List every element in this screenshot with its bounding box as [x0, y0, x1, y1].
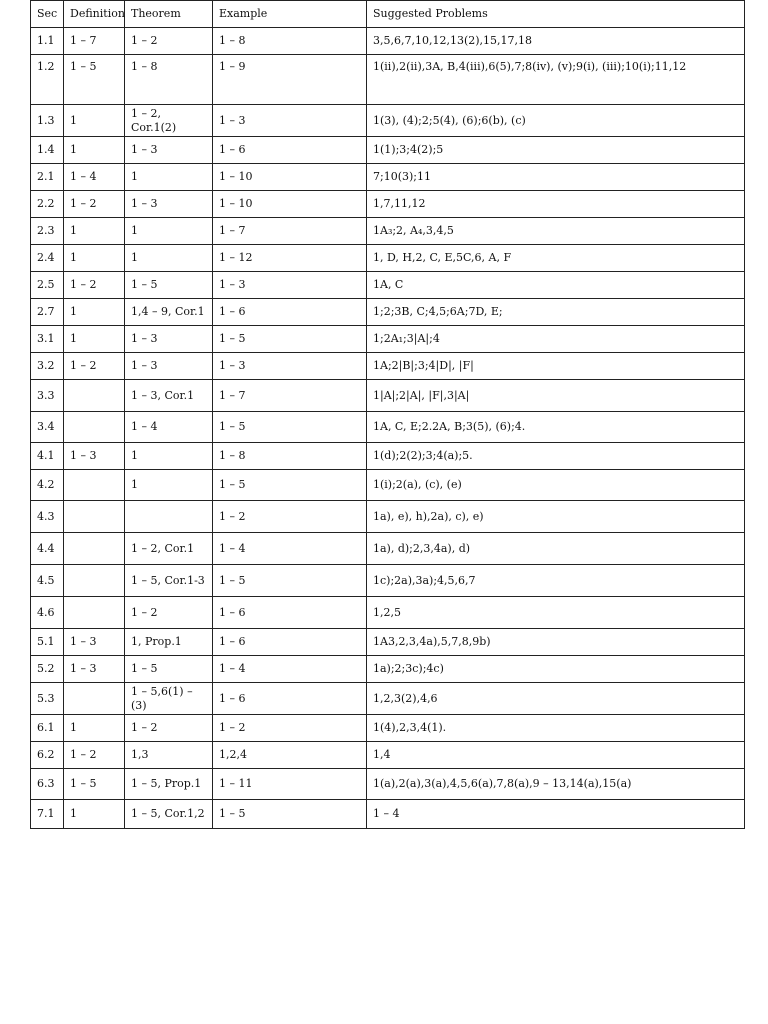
cell-theorem: 1 – 5, Cor.1-3 — [125, 565, 213, 597]
cell-example: 1 – 12 — [213, 245, 367, 272]
cell-definition: 1 — [64, 299, 125, 326]
cell-theorem: 1 – 5, Cor.1,2 — [125, 800, 213, 829]
table-row — [31, 683, 745, 715]
table-row — [31, 769, 745, 800]
cell-suggested-problems: 1a);2;3c);4c) — [367, 656, 745, 683]
table-row — [31, 326, 745, 353]
cell-example: 1 – 5 — [213, 470, 367, 501]
cell-theorem: 1, Prop.1 — [125, 629, 213, 656]
table-row — [31, 105, 745, 137]
cell-definition: 1 – 3 — [64, 629, 125, 656]
cell-theorem: 1,4 – 9, Cor.1 — [125, 299, 213, 326]
table-row — [31, 597, 745, 629]
cell-theorem: 1 — [125, 470, 213, 501]
cell-suggested-problems: 1,7,11,12 — [367, 191, 745, 218]
cell-definition: 1 – 4 — [64, 164, 125, 191]
cell-suggested-problems: 1c);2a),3a);4,5,6,7 — [367, 565, 745, 597]
cell-definition: 1 — [64, 326, 125, 353]
table-row — [31, 191, 745, 218]
cell-sec: 2.4 — [31, 245, 64, 272]
table-row — [31, 299, 745, 326]
table-row — [31, 800, 745, 829]
cell-example: 1 – 2 — [213, 501, 367, 533]
cell-theorem: 1 — [125, 245, 213, 272]
cell-definition — [64, 597, 125, 629]
cell-theorem — [125, 501, 213, 533]
header-suggested-problems: Suggested Problems — [367, 1, 745, 28]
cell-example: 1 – 9 — [213, 55, 367, 105]
cell-suggested-problems: 1a), e), h),2a), c), e) — [367, 501, 745, 533]
cell-sec: 5.2 — [31, 656, 64, 683]
cell-definition: 1 — [64, 715, 125, 742]
cell-theorem: 1 – 2 — [125, 715, 213, 742]
cell-suggested-problems: 1(1);3;4(2);5 — [367, 137, 745, 164]
cell-suggested-problems: 1(i);2(a), (c), (e) — [367, 470, 745, 501]
cell-suggested-problems: 1A, C, E;2.2A, B;3(5), (6);4. — [367, 412, 745, 443]
header-theorem: Theorem — [125, 1, 213, 28]
cell-theorem: 1 – 8 — [125, 55, 213, 105]
cell-sec: 1.2 — [31, 55, 64, 105]
cell-example: 1 – 5 — [213, 565, 367, 597]
cell-example: 1 – 6 — [213, 629, 367, 656]
cell-example: 1,2,4 — [213, 742, 367, 769]
cell-suggested-problems: 1,2,3(2),4,6 — [367, 683, 745, 715]
cell-sec: 6.2 — [31, 742, 64, 769]
table-row — [31, 501, 745, 533]
cell-example: 1 – 5 — [213, 800, 367, 829]
cell-suggested-problems: 1A;2|B|;3;4|D|, |F| — [367, 353, 745, 380]
table-row — [31, 412, 745, 443]
header-row — [31, 1, 745, 28]
cell-theorem: 1 – 5 — [125, 272, 213, 299]
cell-sec: 4.3 — [31, 501, 64, 533]
cell-suggested-problems: 1(4),2,3,4(1). — [367, 715, 745, 742]
table-row — [31, 137, 745, 164]
table-row — [31, 629, 745, 656]
cell-theorem: 1 – 2 — [125, 597, 213, 629]
cell-theorem: 1 – 3, Cor.1 — [125, 380, 213, 412]
cell-example: 1 – 8 — [213, 28, 367, 55]
cell-theorem: 1 – 2, Cor.1 — [125, 533, 213, 565]
cell-definition — [64, 501, 125, 533]
cell-suggested-problems: 1(3), (4);2;5(4), (6);6(b), (c) — [367, 105, 745, 137]
cell-suggested-problems: 1,4 — [367, 742, 745, 769]
cell-theorem: 1 – 5 — [125, 656, 213, 683]
cell-sec: 2.2 — [31, 191, 64, 218]
cell-example: 1 – 8 — [213, 443, 367, 470]
cell-sec: 5.1 — [31, 629, 64, 656]
table-row — [31, 55, 745, 105]
cell-definition: 1 – 5 — [64, 55, 125, 105]
cell-definition — [64, 533, 125, 565]
cell-definition — [64, 470, 125, 501]
table-row — [31, 218, 745, 245]
cell-theorem: 1,3 — [125, 742, 213, 769]
cell-sec: 3.1 — [31, 326, 64, 353]
cell-example: 1 – 11 — [213, 769, 367, 800]
cell-example: 1 – 10 — [213, 164, 367, 191]
cell-sec: 1.3 — [31, 105, 64, 137]
cell-suggested-problems: 1(d);2(2);3;4(a);5. — [367, 443, 745, 470]
cell-definition: 1 — [64, 137, 125, 164]
cell-definition — [64, 412, 125, 443]
cell-suggested-problems: 1A₃;2, A₄,3,4,5 — [367, 218, 745, 245]
cell-example: 1 – 4 — [213, 656, 367, 683]
table-row — [31, 272, 745, 299]
cell-example: 1 – 3 — [213, 272, 367, 299]
cell-example: 1 – 6 — [213, 683, 367, 715]
cell-suggested-problems: 1|A|;2|A|, |F|,3|A| — [367, 380, 745, 412]
cell-sec: 4.6 — [31, 597, 64, 629]
header-example: Example — [213, 1, 367, 28]
cell-example: 1 – 5 — [213, 326, 367, 353]
cell-sec: 1.1 — [31, 28, 64, 55]
cell-definition: 1 – 2 — [64, 191, 125, 218]
cell-sec: 4.4 — [31, 533, 64, 565]
cell-suggested-problems: 1(ii),2(ii),3A, B,4(iii),6(5),7;8(iv), (v);9(i), (iii);10(i);11,12 — [367, 55, 745, 105]
cell-theorem: 1 – 3 — [125, 137, 213, 164]
cell-suggested-problems: 1A, C — [367, 272, 745, 299]
cell-sec: 2.3 — [31, 218, 64, 245]
table-row — [31, 164, 745, 191]
cell-example: 1 – 2 — [213, 715, 367, 742]
cell-suggested-problems: 1a), d);2,3,4a), d) — [367, 533, 745, 565]
cell-suggested-problems: 1A3,2,3,4a),5,7,8,9b) — [367, 629, 745, 656]
table-row — [31, 245, 745, 272]
cell-example: 1 – 4 — [213, 533, 367, 565]
cell-definition — [64, 683, 125, 715]
cell-definition: 1 – 7 — [64, 28, 125, 55]
cell-theorem: 1 — [125, 164, 213, 191]
cell-definition: 1 – 5 — [64, 769, 125, 800]
table-row — [31, 353, 745, 380]
cell-example: 1 – 7 — [213, 218, 367, 245]
cell-theorem: 1 — [125, 443, 213, 470]
cell-sec: 2.7 — [31, 299, 64, 326]
cell-sec: 3.4 — [31, 412, 64, 443]
cell-suggested-problems: 1(a),2(a),3(a),4,5,6(a),7,8(a),9 – 13,14(a),15(a) — [367, 769, 745, 800]
cell-theorem: 1 – 2, Cor.1(2) — [125, 105, 213, 137]
cell-definition: 1 – 2 — [64, 272, 125, 299]
cell-definition: 1 – 2 — [64, 742, 125, 769]
table-row — [31, 443, 745, 470]
cell-suggested-problems: 1;2A₁;3|A|;4 — [367, 326, 745, 353]
cell-example: 1 – 6 — [213, 299, 367, 326]
cell-sec: 4.5 — [31, 565, 64, 597]
cell-example: 1 – 5 — [213, 412, 367, 443]
cell-example: 1 – 3 — [213, 353, 367, 380]
cell-sec: 6.3 — [31, 769, 64, 800]
cell-theorem: 1 – 2 — [125, 28, 213, 55]
table-row — [31, 28, 745, 55]
cell-definition: 1 — [64, 218, 125, 245]
cell-definition — [64, 565, 125, 597]
problems-table — [30, 0, 745, 829]
cell-sec: 3.2 — [31, 353, 64, 380]
cell-suggested-problems: 7;10(3);11 — [367, 164, 745, 191]
cell-example: 1 – 6 — [213, 597, 367, 629]
cell-sec: 7.1 — [31, 800, 64, 829]
cell-definition — [64, 380, 125, 412]
cell-definition: 1 — [64, 800, 125, 829]
cell-suggested-problems: 1, D, H,2, C, E,5C,6, A, F — [367, 245, 745, 272]
cell-theorem: 1 — [125, 218, 213, 245]
cell-sec: 2.1 — [31, 164, 64, 191]
cell-definition: 1 — [64, 245, 125, 272]
cell-sec: 2.5 — [31, 272, 64, 299]
table-body — [31, 1, 745, 829]
cell-example: 1 – 7 — [213, 380, 367, 412]
table-row — [31, 380, 745, 412]
header-definition: Definition — [64, 1, 125, 28]
table-row — [31, 470, 745, 501]
cell-theorem: 1 – 4 — [125, 412, 213, 443]
header-sec: Sec — [31, 1, 64, 28]
cell-sec: 1.4 — [31, 137, 64, 164]
table-row — [31, 656, 745, 683]
cell-definition: 1 – 2 — [64, 353, 125, 380]
cell-theorem: 1 – 5,6(1) – (3) — [125, 683, 213, 715]
cell-theorem: 1 – 5, Prop.1 — [125, 769, 213, 800]
cell-sec: 5.3 — [31, 683, 64, 715]
cell-example: 1 – 3 — [213, 105, 367, 137]
cell-suggested-problems: 1 – 4 — [367, 800, 745, 829]
cell-example: 1 – 6 — [213, 137, 367, 164]
cell-definition: 1 — [64, 105, 125, 137]
cell-suggested-problems: 3,5,6,7,10,12,13(2),15,17,18 — [367, 28, 745, 55]
cell-sec: 4.1 — [31, 443, 64, 470]
cell-example: 1 – 10 — [213, 191, 367, 218]
cell-theorem: 1 – 3 — [125, 326, 213, 353]
cell-suggested-problems: 1,2,5 — [367, 597, 745, 629]
table-row — [31, 533, 745, 565]
cell-definition: 1 – 3 — [64, 656, 125, 683]
cell-definition: 1 – 3 — [64, 443, 125, 470]
cell-sec: 6.1 — [31, 715, 64, 742]
cell-suggested-problems: 1;2;3B, C;4,5;6A;7D, E; — [367, 299, 745, 326]
cell-theorem: 1 – 3 — [125, 191, 213, 218]
table-row — [31, 742, 745, 769]
table-row — [31, 565, 745, 597]
table-row — [31, 715, 745, 742]
cell-sec: 3.3 — [31, 380, 64, 412]
cell-sec: 4.2 — [31, 470, 64, 501]
cell-theorem: 1 – 3 — [125, 353, 213, 380]
